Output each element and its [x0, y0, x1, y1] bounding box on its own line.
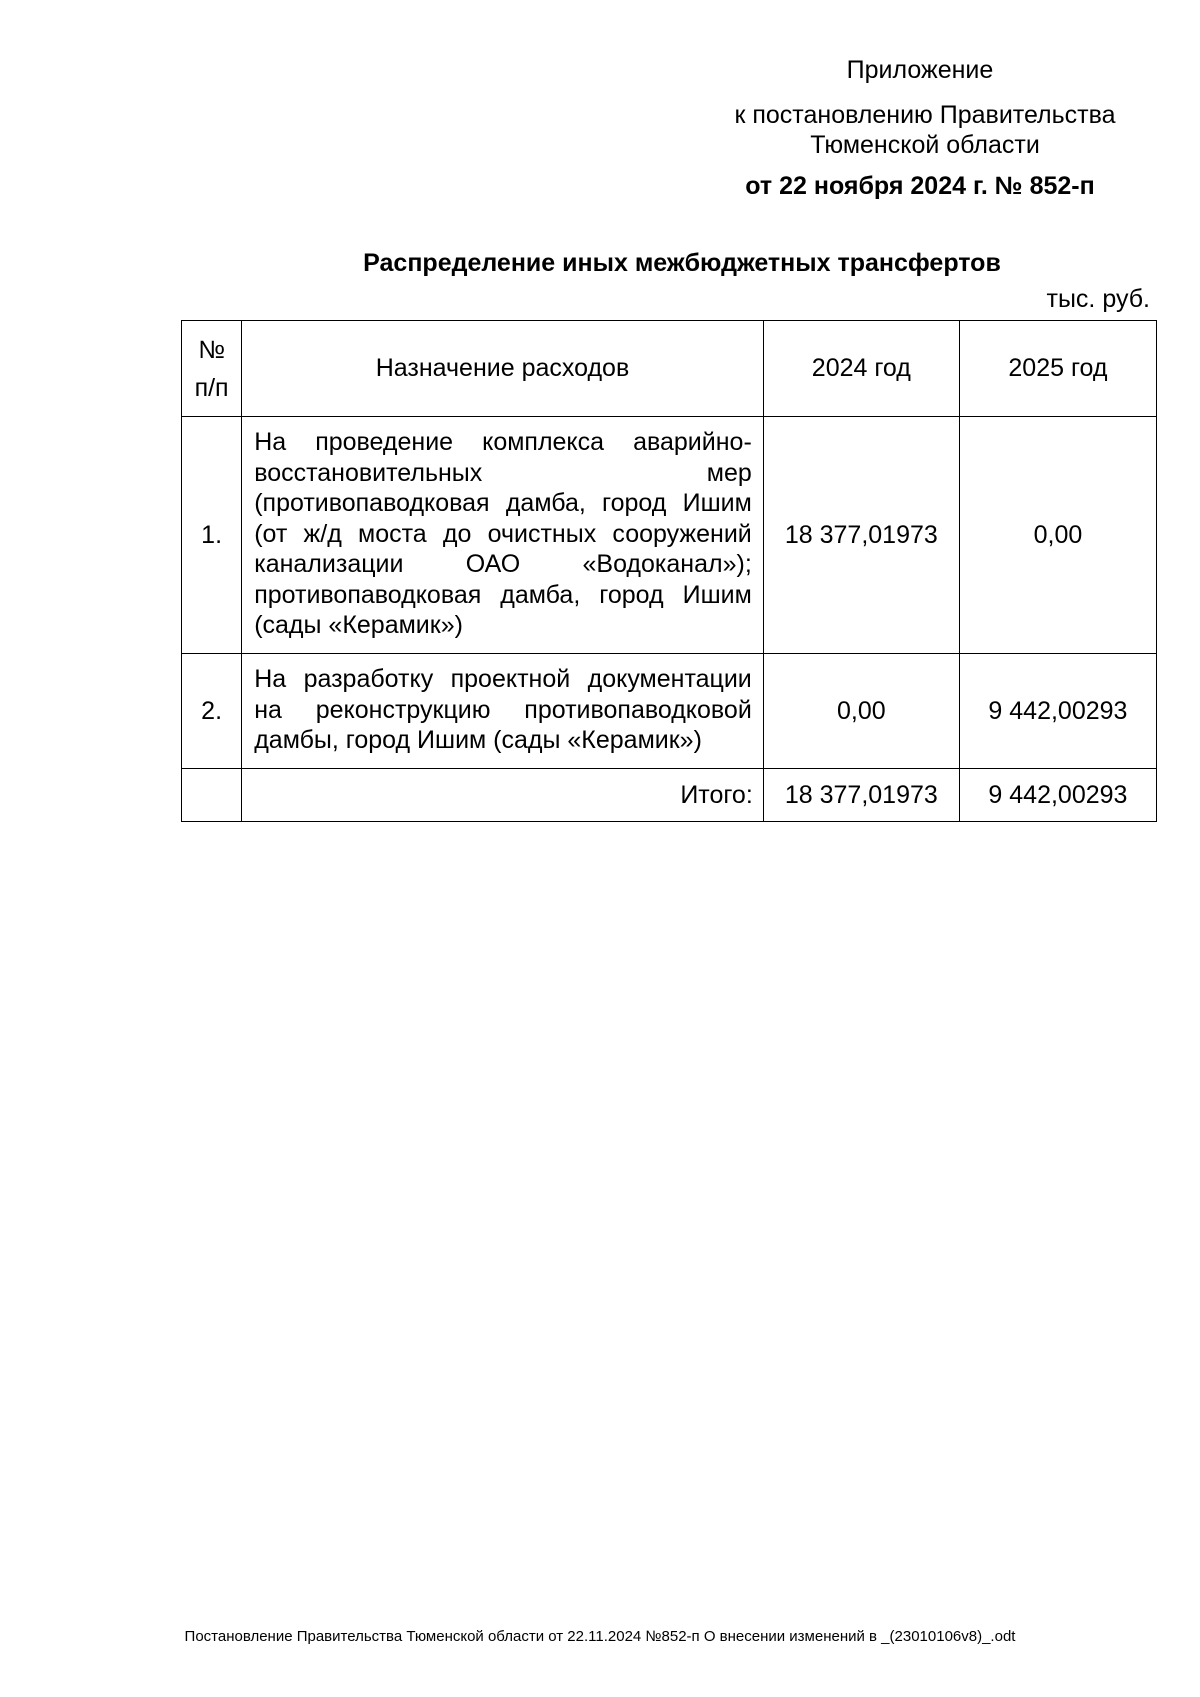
row-value-2024: 0,00 — [763, 654, 959, 769]
table-row — [182, 654, 1157, 769]
row-description: На проведение комплекса аварийно-восстановительных мер (противопаводковая дамба, город Ишим (от ж/д моста до очистных сооружений канализации ОАО «Водоканал»); противопаводковая дамба, город Ишим (сады «Керамик») — [254, 428, 752, 640]
table-header-row — [182, 321, 1157, 417]
row-value-2025: 9 442,00293 — [959, 654, 1156, 769]
row-value-2024: 18 377,01973 — [763, 417, 959, 654]
row-description: На разработку проектной документации на реконструкцию противопаводковой дамбы, город Ишим (сады «Керамик») — [254, 665, 752, 755]
document-title: Распределение иных межбюджетных трансфертов — [363, 249, 1001, 277]
table-total-row — [182, 769, 1157, 822]
column-header-number-line1: № — [198, 335, 226, 364]
column-header-2025: 2025 год — [959, 321, 1156, 417]
resolution-number: от 22 ноября 2024 г. № 852-п — [745, 172, 1095, 200]
total-label: Итого: — [242, 769, 764, 822]
transfers-table — [181, 320, 1157, 822]
resolution-reference — [590, 100, 1200, 160]
column-header-2024: 2024 год — [763, 321, 959, 417]
row-number: 2. — [182, 654, 242, 769]
row-number: 1. — [182, 417, 242, 654]
row-description-cell — [242, 417, 764, 654]
row-value-2025: 0,00 — [959, 417, 1156, 654]
appendix-title: Приложение — [846, 56, 994, 84]
resolution-line-2: Тюменской области — [810, 131, 1040, 159]
units-label: тыс. руб. — [1046, 285, 1150, 313]
table-row — [182, 417, 1157, 654]
total-empty-cell — [182, 769, 242, 822]
page-footer: Постановление Правительства Тюменской области от 22.11.2024 №852-п О внесении изменений в _(23010106v8)_.odt — [184, 1628, 1016, 1645]
column-header-number — [182, 321, 242, 417]
total-value-2025: 9 442,00293 — [959, 769, 1156, 822]
column-header-description: Назначение расходов — [242, 321, 764, 417]
row-description-cell — [242, 654, 764, 769]
total-value-2024: 18 377,01973 — [763, 769, 959, 822]
resolution-line-1: к постановлению Правительства — [734, 101, 1116, 129]
column-header-number-line2: п/п — [194, 373, 229, 402]
